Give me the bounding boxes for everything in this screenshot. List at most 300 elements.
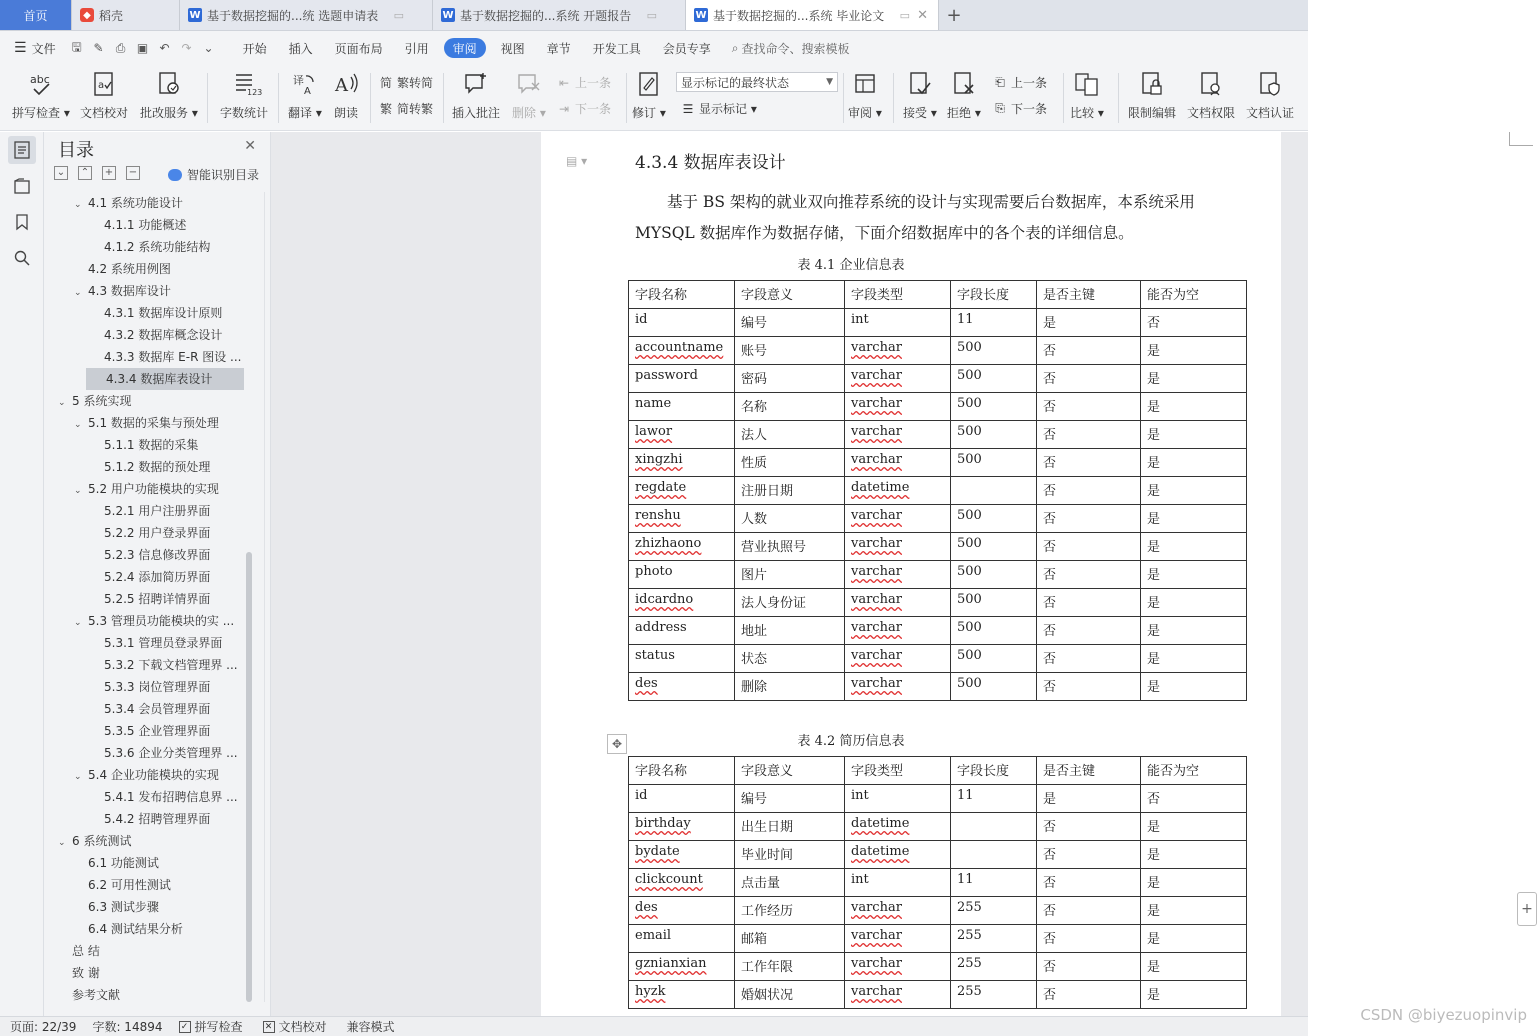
table-cell[interactable]: 婚姻状况 <box>735 981 845 1009</box>
prev-comment-button[interactable]: ⇤ 上一条 <box>556 74 611 91</box>
table-cell[interactable]: 是 <box>1141 561 1247 589</box>
table-cell[interactable]: 图片 <box>735 561 845 589</box>
doc-permission-button[interactable]: 文档权限 <box>1187 69 1235 121</box>
table-cell[interactable]: 营业执照号 <box>735 533 845 561</box>
toc-item[interactable] <box>90 500 240 522</box>
toc-item-label: 6 系统测试 <box>72 834 132 848</box>
table-cell[interactable]: 500 <box>951 645 1037 673</box>
toc-item[interactable] <box>74 280 240 302</box>
table-cell[interactable]: regdate <box>629 477 735 505</box>
toc-item[interactable] <box>58 940 240 962</box>
chevron-down-icon[interactable]: ⌄ <box>74 486 82 496</box>
table-cell[interactable]: 500 <box>951 533 1037 561</box>
close-icon[interactable]: ✕ <box>244 138 256 154</box>
table-cell[interactable]: 密码 <box>735 365 845 393</box>
table-cell[interactable]: 255 <box>951 897 1037 925</box>
table-cell[interactable]: 500 <box>951 365 1037 393</box>
compare-button[interactable]: 比较 ▾ <box>1070 69 1104 121</box>
table-cell[interactable]: 500 <box>951 561 1037 589</box>
menu-member[interactable]: 会员专享 <box>662 41 711 56</box>
table-cell[interactable]: 是 <box>1141 533 1247 561</box>
table-cell[interactable]: gznianxian <box>629 953 735 981</box>
toc-item[interactable] <box>90 632 240 654</box>
table-header-cell[interactable]: 字段类型 <box>845 757 951 785</box>
table-cell[interactable]: 否 <box>1141 785 1247 813</box>
page-corner-mark <box>1509 132 1533 146</box>
table-cell[interactable]: address <box>629 617 735 645</box>
table-cell[interactable]: varchar <box>845 617 951 645</box>
toc-item[interactable] <box>90 588 240 610</box>
table-cell[interactable]: 人数 <box>735 505 845 533</box>
table-cell[interactable]: varchar <box>845 589 951 617</box>
table-header-cell[interactable]: 能否为空 <box>1141 757 1247 785</box>
menu-references[interactable]: 引用 <box>404 41 429 56</box>
table-header-cell[interactable]: 是否主键 <box>1037 757 1141 785</box>
paragraph-line: MYSQL 数据库作为数据存储，下面介绍数据库中的各个表的详细信息。 <box>635 224 1134 242</box>
add-heading-icon[interactable]: + <box>102 166 116 180</box>
table-cell[interactable]: 是 <box>1141 869 1247 897</box>
translate-icon <box>291 69 319 99</box>
toc-item-label: 5 系统实现 <box>72 394 132 408</box>
menu-review[interactable]: 审阅 <box>444 38 486 58</box>
next-comment-icon: ⇥ <box>558 101 570 116</box>
toc-item[interactable] <box>74 874 240 896</box>
permission-icon <box>1197 69 1225 99</box>
toc-item[interactable] <box>74 764 240 786</box>
toc-item-label: 5.2.1 用户注册界面 <box>104 504 211 518</box>
table-cell[interactable]: 是 <box>1037 309 1141 337</box>
close-icon[interactable]: ✕ <box>917 7 928 23</box>
table-header-cell[interactable]: 字段意义 <box>735 757 845 785</box>
expand-up-icon[interactable]: ⌃ <box>78 166 92 180</box>
table-row <box>629 785 1247 813</box>
table-cell[interactable]: 否 <box>1037 869 1141 897</box>
toc-item[interactable] <box>90 434 240 456</box>
table-cell[interactable]: 500 <box>951 589 1037 617</box>
ribbon-separator <box>370 73 371 123</box>
toc-item[interactable] <box>74 478 240 500</box>
ribbon-separator <box>626 73 627 123</box>
toc-panel <box>44 132 271 1016</box>
toc-item-label: 致 谢 <box>72 966 100 980</box>
spellcheck-toggle[interactable]: ✓ 拼写检查 <box>179 1018 243 1035</box>
table-cell[interactable]: 255 <box>951 953 1037 981</box>
toc-item[interactable] <box>58 830 240 852</box>
table-row <box>629 897 1247 925</box>
word-count-button[interactable]: 123 字数统计 <box>220 69 268 121</box>
read-aloud-icon <box>332 69 360 99</box>
table-cell[interactable]: idcardno <box>629 589 735 617</box>
table-cell[interactable]: 500 <box>951 421 1037 449</box>
next-change-button[interactable]: ⎘ 下一条 <box>992 100 1047 117</box>
page-indicator[interactable]: 页面: 22/39 <box>10 1020 77 1034</box>
tab-daoke[interactable] <box>72 0 180 30</box>
table-row <box>629 393 1247 421</box>
tab-bar <box>0 0 1308 31</box>
toc-item[interactable] <box>90 346 240 368</box>
toc-panel-icon[interactable] <box>8 136 36 164</box>
toc-item[interactable] <box>58 962 240 984</box>
table-cell[interactable]: 是 <box>1141 421 1247 449</box>
doc-proofread-button[interactable]: a 文档校对 <box>80 69 128 121</box>
chevron-down-icon[interactable]: ⌄ <box>74 420 82 430</box>
table-cell[interactable]: varchar <box>845 981 951 1009</box>
collapse-all-icon[interactable]: ⌄ <box>54 166 68 180</box>
new-tab-button[interactable]: + <box>946 4 962 26</box>
add-column-button[interactable]: + <box>1517 892 1537 926</box>
table-cell[interactable]: 否 <box>1037 393 1141 421</box>
table-cell[interactable]: lawor <box>629 421 735 449</box>
toc-item[interactable] <box>90 720 240 742</box>
table-cell[interactable]: 是 <box>1141 393 1247 421</box>
tab-label: 基于数据挖掘的...系统 毕业论文 <box>713 8 885 23</box>
toc-item[interactable] <box>74 258 240 280</box>
tab-label: 基于数据挖掘的...统 选题申请表 <box>207 8 379 23</box>
table-cell[interactable]: 编号 <box>735 309 845 337</box>
table-cell[interactable]: 500 <box>951 449 1037 477</box>
table-cell[interactable]: 500 <box>951 393 1037 421</box>
table-cell[interactable]: password <box>629 365 735 393</box>
svg-text:123: 123 <box>247 88 263 97</box>
table-cell[interactable]: varchar <box>845 533 951 561</box>
toc-item-label: 5.2 用户功能模块的实现 <box>88 482 219 496</box>
table-cell[interactable]: 11 <box>951 869 1037 897</box>
toc-item[interactable] <box>90 324 240 346</box>
toc-item[interactable] <box>74 852 240 874</box>
table-cell[interactable]: photo <box>629 561 735 589</box>
show-markup-button[interactable]: ☰ 显示标记 ▾ <box>680 100 757 117</box>
table-cell[interactable]: 名称 <box>735 393 845 421</box>
table-cell[interactable]: varchar <box>845 673 951 701</box>
tab-doc-report[interactable] <box>433 0 686 30</box>
table-cell[interactable]: 否 <box>1141 309 1247 337</box>
table-cell[interactable]: id <box>629 785 735 813</box>
prev-change-button[interactable]: ⎗ 上一条 <box>992 74 1047 91</box>
table-cell[interactable]: zhizhaono <box>629 533 735 561</box>
toc-item[interactable] <box>90 808 240 830</box>
toc-item[interactable] <box>90 676 240 698</box>
toc-item[interactable] <box>90 654 240 676</box>
menu-start[interactable]: 开始 <box>242 41 267 56</box>
table-cell[interactable]: status <box>629 645 735 673</box>
table-cell[interactable]: 否 <box>1037 981 1141 1009</box>
word-count-indicator[interactable]: 字数: 14894 <box>92 1020 163 1034</box>
toc-item-label: 5.4.2 招聘管理界面 <box>104 812 211 826</box>
table-cell[interactable]: datetime <box>845 841 951 869</box>
table-cell[interactable]: 否 <box>1037 477 1141 505</box>
table-cell[interactable]: 是 <box>1141 981 1247 1009</box>
table-cell[interactable] <box>951 477 1037 505</box>
table-cell[interactable]: 法人 <box>735 421 845 449</box>
table-cell[interactable] <box>951 841 1037 869</box>
toc-item[interactable] <box>90 456 240 478</box>
table-cell[interactable]: 500 <box>951 617 1037 645</box>
table-cell[interactable]: renshu <box>629 505 735 533</box>
table-cell[interactable]: 500 <box>951 337 1037 365</box>
trad-to-simp-button[interactable]: 简 繁转简 <box>379 76 434 90</box>
table-cell[interactable]: 性质 <box>735 449 845 477</box>
table-cell[interactable]: 11 <box>951 785 1037 813</box>
ribbon-separator <box>1063 73 1064 123</box>
ribbon-separator <box>278 73 279 123</box>
table-cell[interactable]: 是 <box>1141 953 1247 981</box>
insert-comment-button[interactable]: 插入批注 <box>452 69 500 121</box>
chapter-nav-icon[interactable] <box>8 172 36 200</box>
proofread-icon <box>90 69 118 99</box>
review-pane-icon <box>851 69 879 99</box>
translate-button[interactable]: 译 A 翻译 ▾ <box>288 69 322 121</box>
toc-item-label: 4.2 系统用例图 <box>88 262 171 276</box>
table-cell[interactable]: datetime <box>845 813 951 841</box>
restrict-editing-button[interactable]: 限制编辑 <box>1128 69 1176 121</box>
chevron-down-icon[interactable]: ⌄ <box>58 838 66 848</box>
table-cell[interactable]: 是 <box>1141 925 1247 953</box>
table-cell[interactable]: 否 <box>1037 645 1141 673</box>
track-changes-button[interactable]: 修订 ▾ <box>632 69 666 121</box>
table-cell[interactable]: id <box>629 309 735 337</box>
table-header-cell[interactable]: 字段意义 <box>735 281 845 309</box>
delete-comment-button[interactable]: 删除 ▾ <box>512 69 546 121</box>
table-cell[interactable]: varchar <box>845 645 951 673</box>
table-cell[interactable]: varchar <box>845 561 951 589</box>
toc-item-label: 5.2.2 用户登录界面 <box>104 526 211 540</box>
tab-doc-thesis[interactable] <box>686 0 939 30</box>
certify-icon <box>1256 69 1284 99</box>
chevron-down-icon[interactable]: ⌄ <box>74 772 82 782</box>
resume-info-table[interactable] <box>628 756 1247 1009</box>
table-header-cell[interactable]: 是否主键 <box>1037 281 1141 309</box>
toc-item[interactable] <box>74 412 240 434</box>
toc-item[interactable] <box>90 786 240 808</box>
table-cell[interactable]: 出生日期 <box>735 813 845 841</box>
toc-item[interactable] <box>74 896 240 918</box>
table-cell[interactable]: int <box>845 869 951 897</box>
table-cell[interactable]: varchar <box>845 449 951 477</box>
review-pane-button[interactable]: 审阅 ▾ <box>848 69 882 121</box>
table-cell[interactable]: 500 <box>951 505 1037 533</box>
toc-item[interactable] <box>90 698 240 720</box>
table-cell[interactable]: 删除 <box>735 673 845 701</box>
svg-text:a: a <box>98 80 105 91</box>
proofread-toggle[interactable]: ✕ 文档校对 <box>263 1018 327 1035</box>
table-cell[interactable]: 工作年限 <box>735 953 845 981</box>
table-header-cell[interactable]: 字段长度 <box>951 757 1037 785</box>
table-cell[interactable]: 是 <box>1141 617 1247 645</box>
table-cell[interactable]: clickcount <box>629 869 735 897</box>
table-cell[interactable]: 否 <box>1037 925 1141 953</box>
table-cell[interactable]: 否 <box>1037 533 1141 561</box>
table-header-cell[interactable]: 字段名称 <box>629 757 735 785</box>
chevron-down-icon[interactable]: ⌄ <box>58 398 66 408</box>
menu-developer[interactable]: 开发工具 <box>592 41 641 56</box>
table-cell[interactable]: 是 <box>1141 589 1247 617</box>
table-cell[interactable]: 工作经历 <box>735 897 845 925</box>
table-cell[interactable]: 是 <box>1141 897 1247 925</box>
toc-item[interactable] <box>58 984 240 1006</box>
toc-item[interactable] <box>74 918 240 940</box>
table-cell[interactable]: 注册日期 <box>735 477 845 505</box>
table-cell[interactable]: 否 <box>1037 589 1141 617</box>
table-cell[interactable]: varchar <box>845 505 951 533</box>
table-cell[interactable]: int <box>845 785 951 813</box>
table-cell[interactable]: varchar <box>845 393 951 421</box>
read-aloud-button[interactable]: A 朗读 <box>332 69 360 121</box>
table-cell[interactable]: bydate <box>629 841 735 869</box>
table-cell[interactable]: 是 <box>1141 813 1247 841</box>
enterprise-info-table[interactable] <box>628 280 1247 701</box>
table-cell[interactable]: 法人身份证 <box>735 589 845 617</box>
table-cell[interactable]: 否 <box>1037 365 1141 393</box>
tab-doc-proposal[interactable] <box>180 0 433 30</box>
table-cell[interactable]: 否 <box>1037 617 1141 645</box>
menu-chapter[interactable]: 章节 <box>546 41 571 56</box>
table-cell[interactable]: accountname <box>629 337 735 365</box>
table-cell[interactable]: datetime <box>845 477 951 505</box>
search-icon[interactable] <box>8 244 36 272</box>
batch-service-button[interactable]: 批改服务 ▾ <box>140 69 198 121</box>
table-cell[interactable]: 否 <box>1037 449 1141 477</box>
smart-toc-button[interactable] <box>168 166 259 183</box>
toc-item-label: 4.3.3 数据库 E-R 图设 ... <box>104 350 242 364</box>
table-cell[interactable]: des <box>629 897 735 925</box>
table-cell[interactable]: varchar <box>845 925 951 953</box>
table-cell[interactable]: 是 <box>1141 841 1247 869</box>
table-cell[interactable]: int <box>845 309 951 337</box>
toc-item[interactable] <box>74 610 240 632</box>
table-cell[interactable]: varchar <box>845 897 951 925</box>
table-cell[interactable]: name <box>629 393 735 421</box>
table-cell[interactable]: 是 <box>1141 477 1247 505</box>
print-icon[interactable]: ⎙ <box>115 40 126 55</box>
table-cell[interactable]: 否 <box>1037 337 1141 365</box>
table-header-cell[interactable]: 字段类型 <box>845 281 951 309</box>
toc-item-label: 5.1.1 数据的采集 <box>104 438 199 452</box>
undo-icon[interactable]: ↶ <box>159 41 170 55</box>
table-cell[interactable]: 255 <box>951 981 1037 1009</box>
table-cell[interactable]: 否 <box>1037 505 1141 533</box>
table-cell[interactable]: 否 <box>1037 673 1141 701</box>
simp-to-trad-button[interactable]: 繁 简转繁 <box>379 102 434 116</box>
table-cell[interactable]: xingzhi <box>629 449 735 477</box>
table-cell[interactable]: 是 <box>1141 645 1247 673</box>
table-cell[interactable]: 地址 <box>735 617 845 645</box>
compat-mode-label: 兼容模式 <box>346 1020 395 1034</box>
table-cell[interactable]: varchar <box>845 365 951 393</box>
checkbox-icon: ✕ <box>263 1021 275 1033</box>
table-cell[interactable]: hyzk <box>629 981 735 1009</box>
table-move-handle-icon[interactable]: ✥ <box>607 734 627 754</box>
markup-state-select[interactable]: 显示标记的最终状态 ▼ <box>676 72 838 92</box>
table-cell[interactable]: 编号 <box>735 785 845 813</box>
table-header-cell[interactable]: 字段名称 <box>629 281 735 309</box>
table-cell[interactable]: 是 <box>1141 673 1247 701</box>
toc-scrollbar[interactable] <box>246 552 252 1002</box>
table-cell[interactable]: 11 <box>951 309 1037 337</box>
table-cell[interactable]: 是 <box>1141 449 1247 477</box>
table-cell[interactable]: des <box>629 673 735 701</box>
bookmark-icon[interactable] <box>8 208 36 236</box>
menu-page-layout[interactable]: 页面布局 <box>334 41 383 56</box>
monitor-icon: ▭ <box>899 8 910 22</box>
print-preview-icon[interactable]: ▣ <box>136 41 149 55</box>
menu-view[interactable]: 视图 <box>500 41 525 56</box>
remove-heading-icon[interactable]: − <box>126 166 140 180</box>
paragraph-options-icon[interactable]: ▤ ▾ <box>566 154 588 168</box>
next-comment-button[interactable]: ⇥ 下一条 <box>556 100 611 117</box>
table-cell[interactable]: 否 <box>1037 813 1141 841</box>
accept-button[interactable]: 接受 ▾ <box>903 69 937 121</box>
table-cell[interactable]: 状态 <box>735 645 845 673</box>
simp-trad-icon: 繁 <box>379 102 392 116</box>
chevron-down-icon[interactable]: ⌄ <box>74 200 82 210</box>
table-row <box>629 813 1247 841</box>
toc-item-label: 5.1 数据的采集与预处理 <box>88 416 219 430</box>
table-cell[interactable]: 否 <box>1037 561 1141 589</box>
table-row <box>629 421 1247 449</box>
chevron-down-icon[interactable]: ⌄ <box>74 618 82 628</box>
doc-certify-button[interactable]: 文档认证 <box>1246 69 1294 121</box>
table-cell[interactable]: 是 <box>1141 365 1247 393</box>
spellcheck-button[interactable]: abc 拼写检查 ▾ <box>12 69 70 121</box>
chevron-down-icon[interactable]: ⌄ <box>74 288 82 298</box>
menu-insert[interactable]: 插入 <box>288 41 313 56</box>
table-cell[interactable] <box>951 813 1037 841</box>
toc-item-label: 总 结 <box>72 944 100 958</box>
more-chevron-icon[interactable]: ⌄ <box>203 41 214 55</box>
tab-home[interactable] <box>0 0 72 30</box>
table-cell[interactable]: varchar <box>845 953 951 981</box>
toc-item[interactable] <box>58 390 240 412</box>
toc-item[interactable] <box>90 522 240 544</box>
redo-icon[interactable]: ↷ <box>181 41 192 55</box>
table-cell[interactable]: birthday <box>629 813 735 841</box>
toc-item[interactable] <box>90 214 240 236</box>
table-cell[interactable]: varchar <box>845 337 951 365</box>
toc-item[interactable] <box>74 192 240 214</box>
table-cell[interactable]: varchar <box>845 421 951 449</box>
table-cell[interactable]: 是 <box>1141 505 1247 533</box>
table-header-cell[interactable]: 能否为空 <box>1141 281 1247 309</box>
table-cell[interactable]: 否 <box>1037 897 1141 925</box>
table-cell[interactable]: 点击量 <box>735 869 845 897</box>
file-menu[interactable] <box>0 40 66 57</box>
toc-item[interactable] <box>90 302 240 324</box>
reject-button[interactable]: 拒绝 ▾ <box>947 69 981 121</box>
table-cell[interactable]: 500 <box>951 673 1037 701</box>
toc-item[interactable] <box>90 742 240 764</box>
table-cell[interactable]: 邮箱 <box>735 925 845 953</box>
toc-item[interactable] <box>90 566 240 588</box>
table-cell[interactable]: 是 <box>1037 785 1141 813</box>
toc-item[interactable] <box>90 236 240 258</box>
toc-item[interactable] <box>90 544 240 566</box>
table-cell[interactable]: 否 <box>1037 421 1141 449</box>
table-cell[interactable]: email <box>629 925 735 953</box>
command-search[interactable] <box>732 40 850 57</box>
format-painter-icon[interactable]: ✎ <box>93 41 104 55</box>
toc-item[interactable] <box>86 368 244 390</box>
table-row <box>629 617 1247 645</box>
table-cell[interactable]: 毕业时间 <box>735 841 845 869</box>
table-cell[interactable]: 否 <box>1037 953 1141 981</box>
save-icon[interactable]: 🖫 <box>71 39 82 54</box>
search-icon: ⌕ <box>731 40 739 55</box>
table-cell[interactable]: 255 <box>951 925 1037 953</box>
table-header-cell[interactable]: 字段长度 <box>951 281 1037 309</box>
table-cell[interactable]: 是 <box>1141 337 1247 365</box>
table-cell[interactable]: 否 <box>1037 841 1141 869</box>
table-cell[interactable]: 账号 <box>735 337 845 365</box>
